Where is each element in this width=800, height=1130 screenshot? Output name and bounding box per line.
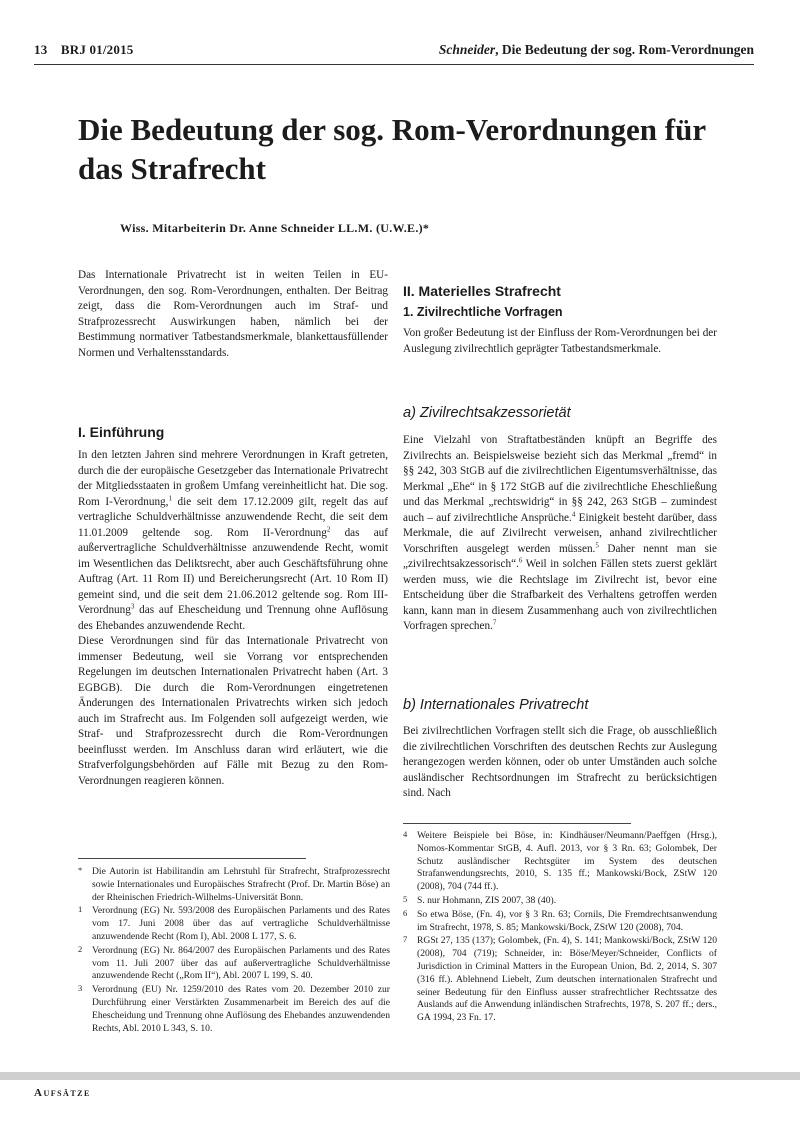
footnote-mark: * xyxy=(78,865,83,875)
running-header-right xyxy=(439,42,754,58)
subheading-internationales-privatrecht: b) Internationales Privatrecht xyxy=(403,697,589,713)
footnote-text: RGSt 27, 135 (137); Golombek, (Fn. 4), S. 141; Mankowski/Bock, ZStW 120 (2008), 704 (719); Schneider, in: Böse/Meyer/Schneider, Conflicts of Jurisdiction in Criminal Matters in the European Union, Bd. 2, 2014, S. 307 (316 ff.). Ablehnend Liebelt, Zum deutschen internationalen Strafrecht und seiner Bedeutung für den Einfluss ausser strafrechtlicher Rechtssatze des Auslands auf die Anwendung inländischen Strafrechts, 1978, S. 207 ff.; ders., GA 1994, 23 Fn. 17. xyxy=(417,935,717,1024)
text-run: die seit dem 17.12.2009 gilt, regelt das auf vertragliche Schuldverhältnisse anzuwendende Recht, die seit dem 11.01.2009 geltende sog. Rom II-Verordnung xyxy=(78,495,388,539)
header-divider xyxy=(34,64,754,65)
footnote xyxy=(78,945,390,983)
introduction-paragraph-2: Diese Verordnungen sind für das Internationale Privatrecht von immenser Bedeutung, weil sie Vorrang vor entsprechenden Regelungen im deutschen Internationalen Privatrecht haben (Art. 3 EGBGB). Die durch die Rom-Verordnungen eingetretenen Änderungen des Internationalen Privatrechts wirken sich jedoch auch im Strafrecht aus. Im Folgenden soll aufgezeigt werden, wie Straf- und Strafprozessrecht durch die Rom-Verordnungen beeinflusst werden. Im Anschluss daran wird erläutert, wie die Strafverfolgungsbehörden auf Fälle mit Bezug zu den Rom-Verordnungen reagieren können. xyxy=(78,635,388,787)
footnote xyxy=(403,895,717,908)
text-run: Eine Vielzahl von Straftatbeständen knüpft an Begriffe des Zivilrechts an. Beispielsweise bezieht sich das Merkmal „fremd“ in §§ 242, 303 StGB auf die zivilrechtlichen Eigentumsverhältnisse, das Merkmal „Ehe“ in § 172 StGB auf die zivilrechtliche Eheschließung und das Merkmal „rechtswidrig“ in §§ 242, 263 StGB – zumindest auch – auf zivilrechtliche Ansprüche. xyxy=(403,434,717,524)
abstract: Das Internationale Privatrecht ist in weiten Teilen in EU-Verordnungen, den sog. Rom-Verordnungen, enthalten. Der Beitrag zeigt, dass die Rom-Verordnungen auch im Straf- und Strafprozessrecht Auswirkungen haben, nämlich bei der Bestimmung normativer Tatbestandsmerkmale, blankettausfüllender Normen und Verhaltensstandards. xyxy=(78,269,388,359)
footnote-ref[interactable]: 1 xyxy=(168,493,172,502)
footnote-text: Weitere Beispiele bei Böse, in: Kindhäuser/Neumann/Paeffgen (Hrsg.), Nomos-Kommentar StGB, 4. Aufl. 2013, vor § 3 Rn. 63; Golombek, Der Schutz ausländischer Rechtsgüter im System des deutschen Strafanwendungsrechts, 2010, S. 135 ff.; Mankowski/Bock, ZStW 120 (2008), 704 (744 ff.). xyxy=(417,830,717,893)
text-run: Weil in solchen Fällen stets zuerst geklärt werden muss, wie die Rechtslage im Zivilrecht ist, bevor eine Entscheidung über die Strafbarkeit des Verhaltens getroffen werden kann, kann man in diesem Zusammenhang auch von zivilrechtlichen Vorfragen sprechen. xyxy=(403,558,717,632)
text-run: Einigkeit besteht darüber, dass Merkmale, die auf Zivilrecht verweisen, anhand zivilrechtlicher Vorschriften ausgelegt werden müssen. xyxy=(403,511,718,555)
footnote xyxy=(403,935,717,1025)
footnote xyxy=(78,866,390,904)
footnote-mark: 5 xyxy=(403,893,408,904)
vorfragen-intro: Von großer Bedeutung ist der Einfluss der Rom-Verordnungen bei der Auslegung zivilrechtlich geprägter Tatbestandsmerkmale. xyxy=(403,327,717,355)
subheading-zivilrechtsakzessorietaet: a) Zivilrechtsakzessorietät xyxy=(403,405,571,421)
internationales-privatrecht-text: Bei zivilrechtlichen Vorfragen stellt sich die Frage, ob ausschließlich die zivilrechtlichen Vorschriften des deutschen Rechts zur Auslegung herangezogen werden können, oder ob unter Umständen auch solche ausländischer Rechtsordnungen im Strafrecht zu berücksichtigen sind. Nach xyxy=(403,725,717,799)
text-run: das auf Ehescheidung und Trennung ohne Auflösung des Ehebandes anzuwendende Recht. xyxy=(78,604,388,632)
footnote-divider-left xyxy=(78,858,306,859)
running-header-left xyxy=(34,42,133,58)
footnote-ref[interactable]: 2 xyxy=(326,524,331,533)
footnote-mark: 2 xyxy=(78,943,83,954)
zivilrechtsakzessorietaet-paragraph xyxy=(403,433,717,635)
page-number: 13 xyxy=(34,42,48,57)
journal-issue: BRJ 01/2015 xyxy=(60,42,134,57)
footnote-ref[interactable]: 3 xyxy=(130,602,135,611)
footnote-text: Verordnung (EG) Nr. 593/2008 des Europäischen Parlaments und des Rates vom 17. Juni 2008 über das auf vertragliche Schuldverhältnisse anzuwendende Recht (Rom I), Abl. 2008 L 177, S. 6. xyxy=(92,905,390,942)
text-run: In den letzten Jahren sind mehrere Verordnungen in Kraft getreten, durch die der europäische Gesetzgeber das Internationale Privatrecht der Mitgliedsstaaten in großem Umfang vereinheitlicht hat. Die sog. Rom I-Verordnung, xyxy=(78,449,388,508)
introduction-text xyxy=(78,448,388,789)
text-run: Daher nennt man sie „zivilrechtsakzessorisch“. xyxy=(403,542,717,570)
footnote-text: Die Autorin ist Habilitandin am Lehrstuhl für Strafrecht, Strafprozessrecht sowie Internationales und Europäisches Strafrecht (Prof. Dr. Martin Böse) an der Rheinischen Friedrich-Wilhelms-Universität Bonn. xyxy=(92,866,390,903)
section-label: Aufsätze xyxy=(34,1087,91,1099)
section-heading-introduction: I. Einführung xyxy=(78,424,165,440)
footnote-mark: 4 xyxy=(403,829,408,839)
introduction-paragraph-1 xyxy=(78,448,388,634)
footnote-mark: 3 xyxy=(78,983,83,994)
footnote xyxy=(78,905,390,943)
subsection-heading-vorfragen: 1. Zivilrechtliche Vorfragen xyxy=(403,305,563,319)
footnote-ref[interactable]: 6 xyxy=(518,556,523,565)
footnote xyxy=(403,909,717,935)
footnote-text: Verordnung (EU) Nr. 1259/2010 des Rates vom 20. Dezember 2010 zur Durchführung einer Verstärkten Zusammenarbeit im Bereich des auf die Ehescheidung und Trennung ohne Auflösung des Ehebandes anzuwendenden Rechts, Abl. 2010 L 343, S. 10. xyxy=(92,984,390,1034)
header-author: Schneider xyxy=(438,42,496,57)
footnote-mark: 7 xyxy=(403,934,408,945)
footnote xyxy=(403,830,717,894)
text-run: das auf außervertragliche Schuldverhältnisse anzuwendende Recht, womit im Wesentlichen das Deliktsrecht, aber auch Geschäftsführung ohne Auftrag (Art. 11 Rom II) und Bereicherungsrecht (Art. 10 Rom II) gemeint sind, und die seit dem 21.06.2012 geltende sog. Rom III-Verordnung xyxy=(78,526,388,616)
footnote-divider-right xyxy=(403,823,631,824)
section-heading-materielles-strafrecht: II. Materielles Strafrecht xyxy=(403,283,561,299)
footnote xyxy=(78,984,390,1035)
footnote-ref[interactable]: 4 xyxy=(571,509,576,518)
footnote-ref[interactable]: 5 xyxy=(595,540,599,549)
header-title: , Die Bedeutung der sog. Rom-Verordnungen xyxy=(495,42,754,57)
footnote-text: S. nur Hohmann, ZIS 2007, 38 (40). xyxy=(417,894,557,906)
article-title: Die Bedeutung der sog. Rom-Verordnungen für das Strafrecht xyxy=(78,112,706,186)
footnotes-left xyxy=(78,866,390,1036)
section-band xyxy=(0,1072,800,1080)
author-line: Wiss. Mitarbeiterin Dr. Anne Schneider LL.M. (U.W.E.)* xyxy=(120,221,430,235)
footnotes-right xyxy=(403,830,717,1026)
footnote-text: Verordnung (EG) Nr. 864/2007 des Europäischen Parlaments und des Rates vom 11. Juli 2007 über das auf außervertragliche Schuldverhältnisse anzuwendende Recht („Rom II“), Abl. 2007 L 199, S. 40. xyxy=(92,944,390,982)
footnote-mark: 1 xyxy=(78,904,83,915)
footnote-mark: 6 xyxy=(403,907,408,918)
zivilrechtsakzessorietaet-text xyxy=(403,433,717,635)
footnote-text: So etwa Böse, (Fn. 4), vor § 3 Rn. 63; Cornils, Die Fremdrechtsanwendung im Strafrecht, 1978, S. 85; Mankowski/Bock, ZStW 120 (2008), 704. xyxy=(417,908,717,933)
footnote-ref[interactable]: 7 xyxy=(492,618,497,627)
